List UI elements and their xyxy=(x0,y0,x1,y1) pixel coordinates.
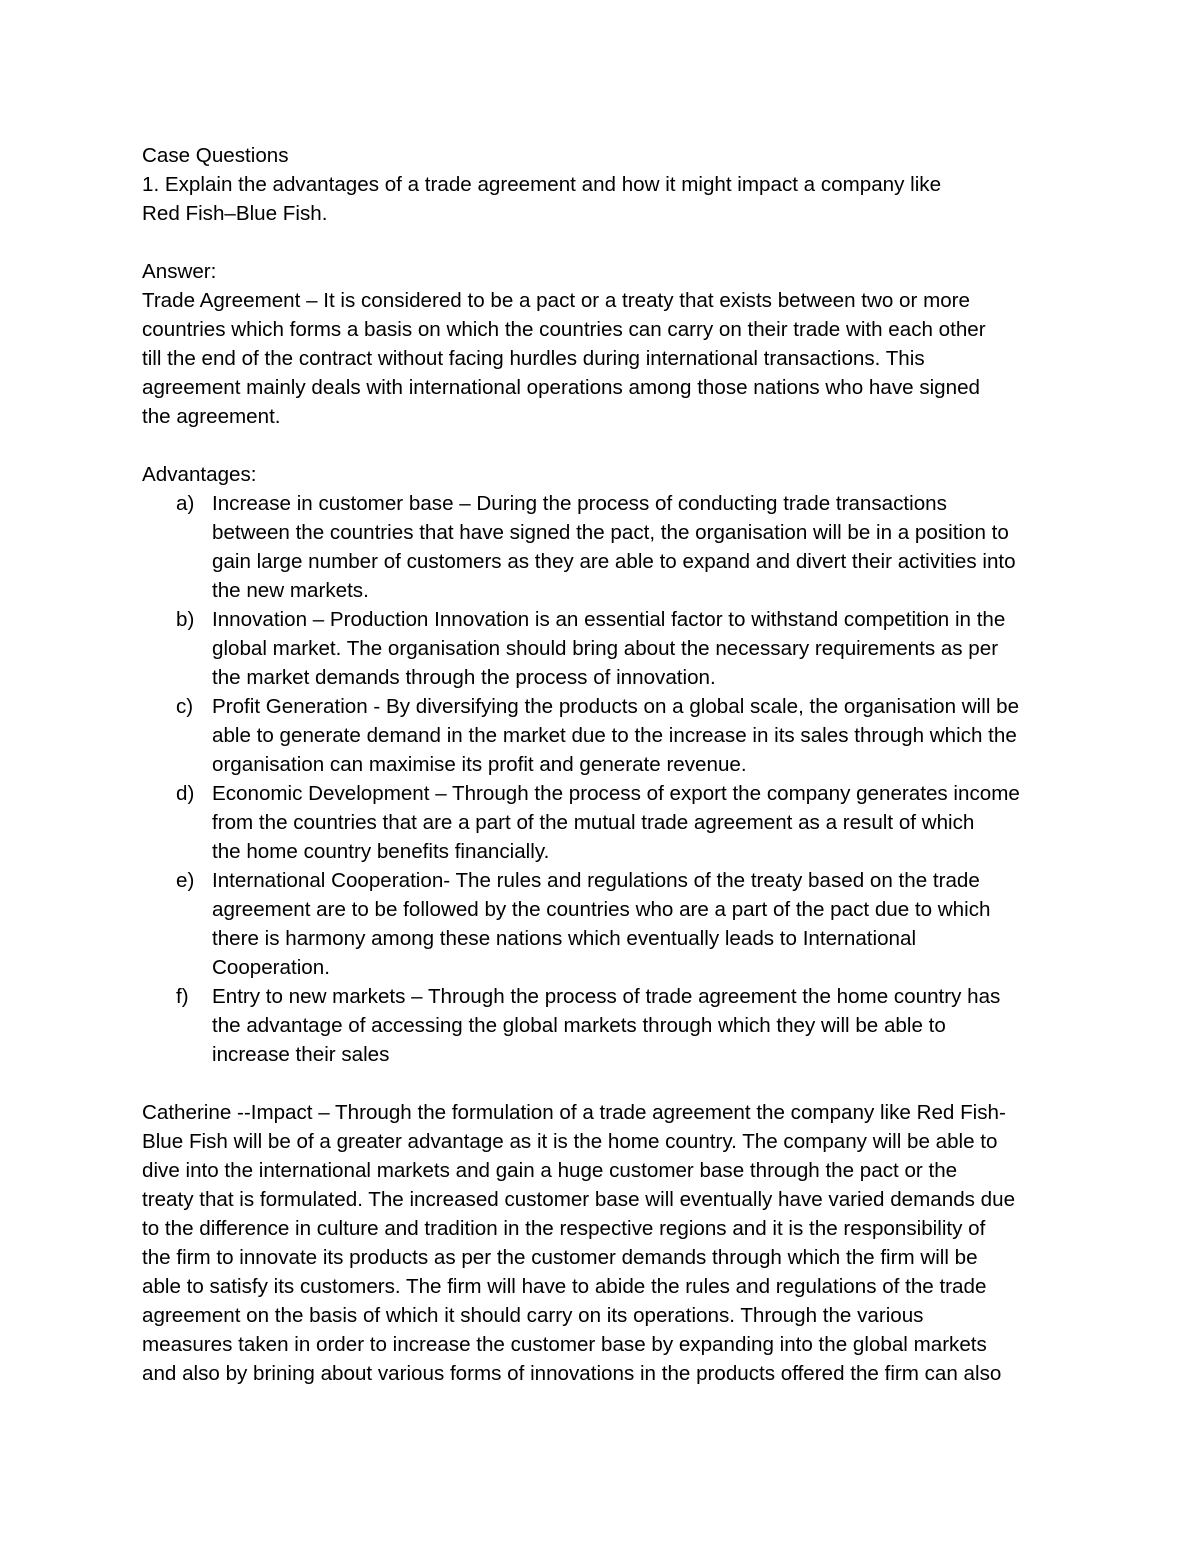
advantage-line: Economic Development – Through the process of export the company generates income xyxy=(212,782,1020,805)
advantage-line: global market. The organisation should bring about the necessary requirements as per xyxy=(212,637,999,660)
advantage-line: Increase in customer base – During the process of conducting trade transactions xyxy=(212,492,947,515)
case-questions-heading: Case Questions xyxy=(142,144,289,167)
impact-line: Blue Fish will be of a greater advantage as it is the home country. The company will be able to xyxy=(142,1130,998,1153)
definition-line: countries which forms a basis on which the countries can carry on their trade with each other xyxy=(142,318,986,341)
advantage-line: able to generate demand in the market due to the increase in its sales through which the xyxy=(212,724,1017,747)
paragraph-spacer xyxy=(142,228,1072,257)
impact-line: able to satisfy its customers. The firm will have to abide the rules and regulations of the trade xyxy=(142,1275,987,1298)
impact-line: treaty that is formulated. The increased customer base will eventually have varied demands due xyxy=(142,1188,1016,1211)
paragraph-spacer xyxy=(142,1069,1072,1098)
advantage-line: the new markets. xyxy=(212,579,369,602)
advantages-label: Advantages: xyxy=(142,463,257,486)
impact-line: dive into the international markets and gain a huge customer base through the pact or the xyxy=(142,1159,958,1182)
advantage-item xyxy=(142,866,1072,982)
impact-line: the firm to innovate its products as per the customer demands through which the firm will be xyxy=(142,1246,978,1269)
impact-line: to the difference in culture and tradition in the respective regions and it is the responsibility of xyxy=(142,1217,986,1240)
document-page xyxy=(142,141,1072,1388)
definition-paragraph xyxy=(142,286,1072,431)
definition-line: Trade Agreement – It is considered to be a pact or a treaty that exists between two or more xyxy=(142,289,970,312)
advantage-line: from the countries that are a part of the mutual trade agreement as a result of which xyxy=(212,811,975,834)
definition-line: agreement mainly deals with international operations among those nations who have signed xyxy=(142,376,980,399)
list-marker: e) xyxy=(176,869,195,892)
impact-line: agreement on the basis of which it should carry on its operations. Through the various xyxy=(142,1304,924,1327)
advantage-item xyxy=(142,779,1072,866)
advantage-item xyxy=(142,489,1072,605)
advantage-line: Cooperation. xyxy=(212,956,330,979)
list-marker: b) xyxy=(176,608,195,631)
question-paragraph xyxy=(142,170,1072,228)
list-marker: f) xyxy=(176,985,189,1008)
advantage-line: agreement are to be followed by the countries who are a part of the pact due to which xyxy=(212,898,991,921)
advantage-line: between the countries that have signed the pact, the organisation will be in a position to xyxy=(212,521,1009,544)
advantage-line: Innovation – Production Innovation is an essential factor to withstand competition in the xyxy=(212,608,1006,631)
advantage-line: gain large number of customers as they are able to expand and divert their activities into xyxy=(212,550,1016,573)
list-marker: c) xyxy=(176,695,194,718)
impact-line: Catherine --Impact – Through the formulation of a trade agreement the company like Red Fish- xyxy=(142,1101,1006,1124)
definition-line: the agreement. xyxy=(142,405,281,428)
impact-paragraph xyxy=(142,1098,1072,1388)
impact-line: measures taken in order to increase the customer base by expanding into the global markets xyxy=(142,1333,987,1356)
list-marker: d) xyxy=(176,782,195,805)
list-marker: a) xyxy=(176,492,195,515)
advantage-item xyxy=(142,982,1072,1069)
advantage-item xyxy=(142,605,1072,692)
advantage-line: Profit Generation - By diversifying the products on a global scale, the organisation will be xyxy=(212,695,1020,718)
advantage-line: there is harmony among these nations which eventually leads to International xyxy=(212,927,917,950)
advantage-line: International Cooperation- The rules and regulations of the treaty based on the trade xyxy=(212,869,980,892)
paragraph-spacer xyxy=(142,431,1072,460)
advantage-line: the home country benefits financially. xyxy=(212,840,550,863)
answer-label: Answer: xyxy=(142,260,217,283)
advantage-line: the market demands through the process of innovation. xyxy=(212,666,716,689)
question-line: 1. Explain the advantages of a trade agreement and how it might impact a company like xyxy=(142,173,942,196)
advantage-line: the advantage of accessing the global markets through which they will be able to xyxy=(212,1014,946,1037)
advantage-line: Entry to new markets – Through the process of trade agreement the home country has xyxy=(212,985,1001,1008)
advantages-list xyxy=(142,489,1072,1069)
advantage-line: increase their sales xyxy=(212,1043,390,1066)
advantage-line: organisation can maximise its profit and generate revenue. xyxy=(212,753,747,776)
question-line: Red Fish–Blue Fish. xyxy=(142,202,328,225)
impact-line: and also by brining about various forms of innovations in the products offered the firm can also xyxy=(142,1362,1002,1385)
definition-line: till the end of the contract without facing hurdles during international transactions. This xyxy=(142,347,925,370)
advantage-item xyxy=(142,692,1072,779)
